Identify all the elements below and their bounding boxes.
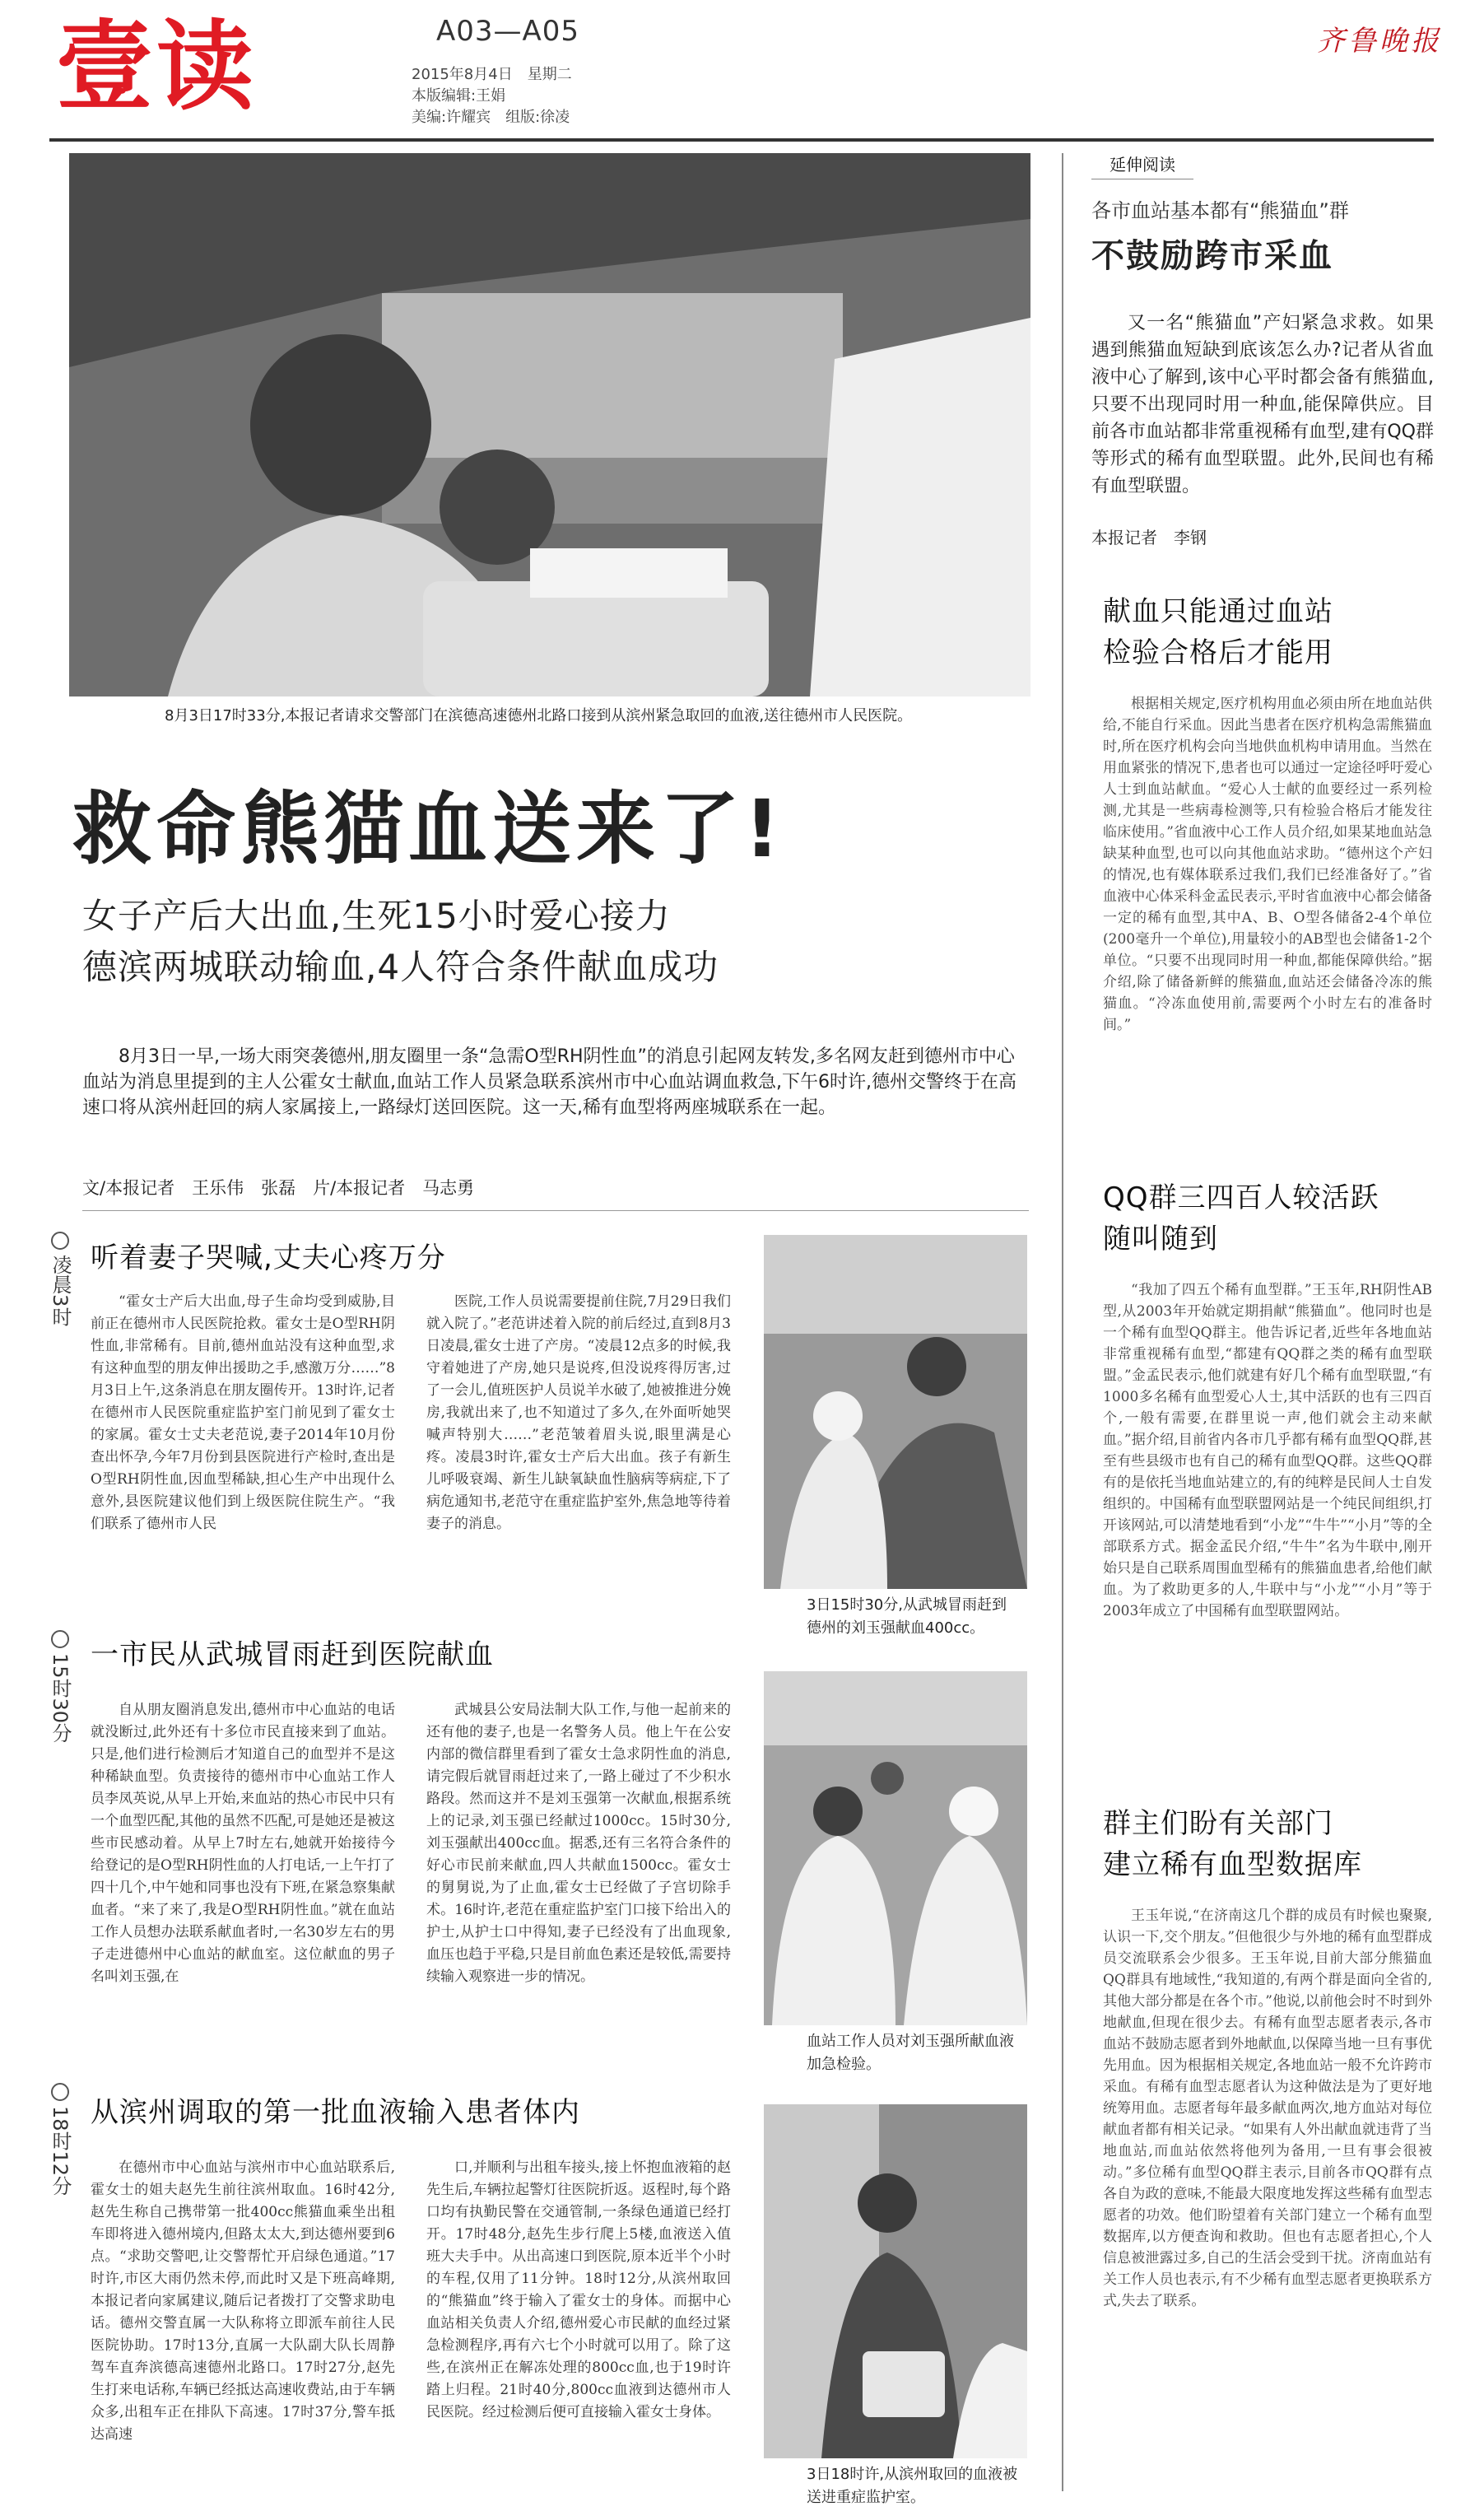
- newspaper-logo: 齐鲁晚报: [1317, 25, 1442, 58]
- photo-blood-test-caption: 血站工作人员对刘玉强所献血液加急检验。: [807, 2033, 1014, 2073]
- issue-date: 2015年8月4日 星期二: [412, 66, 572, 83]
- time-marker-2: 15时30分: [46, 1630, 75, 1743]
- sidebar-section-3-title-1: 群主们盼有关部门: [1103, 1807, 1333, 1840]
- section-3-col-1: 在德州市中心血站与滨州市中心血站联系后,霍女士的姐夫赵先生前往滨州取血。16时42分,赵先生称自己携带第一批400cc熊猫血乘坐出租车即将进入德州境内,但路太太大,到达德州要到6点。“求助交警吧,让交警帮忙开启绿色通道。”17时许,市区大雨仍然未停,而此时又是下班高峰期,本报记者向家属建议,随后记者拨打了交警求助电话。德州交警直属一大队称将立即派车前往人民医院协助。17时13分,直属一大队副大队长周静驾车直奔滨德高速德州北路口。17时27分,赵先生打来电话称,车辆已经抵达高速收费站,由于车辆众多,出租车正在排队下高速。17时37分,警车抵达高速: [91, 2159, 395, 2443]
- main-photo: [69, 153, 1030, 696]
- sidebar-section-1-title-2: 检验合格后才能用: [1103, 636, 1333, 669]
- sidebar-section-2-title-2: 随叫随到: [1103, 1223, 1218, 1256]
- subheadline-1: 女子产后大出血,生死15小时爱心接力: [82, 896, 671, 936]
- sidebar-section-2-title-1: QQ群三四百人较活跃: [1103, 1181, 1379, 1214]
- main-photo-caption: 8月3日17时33分,本报记者请求交警部门在滨德高速德州北路口接到从滨州紧急取回的血液,送往德州市人民医院。: [165, 707, 913, 724]
- sidebar-lead: 又一名“熊猫血”产妇紧急求救。如果遇到熊猫血短缺到底该怎么办?记者从省血液中心了解到,该中心平时都会备有熊猫血,只要不出现同时用一种血,能保障供应。目前各市血站都非常重视稀有血型,建有QQ群等形式的稀有血型联盟。此外,民间也有稀有血型联盟。: [1091, 313, 1434, 496]
- section-1-col-2: 医院,工作人员说需要提前住院,7月29日我们就入院了。”老范讲述着入院的前后经过,直到8月3日凌晨,霍女士进了产房。“凌晨12点多的时候,我守着她进了产房,她只是说疼,但没说疼得厉害,过了一会儿,值班医护人员说羊水破了,她被推进分娩房,我就出来了,也不知道过了多久,在外面听她哭喊声特别大……”老范皱着眉头说,眼里满是心疼。凌晨3时许,霍女士产后大出血。孩子有新生儿呼吸衰竭、新生儿缺氧缺血性脑病等病症,下了病危通知书,老范守在重症监护室外,焦急地等待着妻子的消息。: [426, 1293, 731, 1532]
- section-1-col-1: “霍女士产后大出血,母子生命均受到威胁,目前正在德州市人民医院抢救。霍女士是O型RH阴性血,非常稀有。目前,德州血站没有这种血型,求有这种血型的朋友伸出援助之手,感激万分……”8月3日上午,这条消息在朋友圈传开。13时许,记者在德州市人民医院重症监护室门前见到了霍女士的家属。霍女士丈夫老范说,妻子2014年10月份查出怀孕,今年7月份到县医院进行产检时,查出是O型RH阴性血,因血型稀缺,担心生产中出现什么意外,县医院建议他们到上级医院住院生产。“我们联系了德州市人民: [91, 1293, 395, 1532]
- sidebar-byline: 本报记者 李钢: [1091, 528, 1207, 547]
- section-3-col-2: 口,并顺利与出租车接头,接上怀抱血液箱的赵先生后,车辆拉起警灯往医院折返。返程时,每个路口均有执勤民警在交通管制,一条绿色通道已经打开。17时48分,赵先生步行爬上5楼,血液送入值班大夫手中。从出高速口到医院,原本近半个小时的车程,仅用了11分钟。18时12分,从滨州取回的“熊猫血”终于输入了霍女士的身体。而据中心血站相关负责人介绍,德州爱心市民献的血经过紧急检测程序,再有六七个小时就可以用了。除了这些,在滨州正在解冻处理的800cc血,也于19时许踏上归程。21时40分,800cc血液到达德州市人民医院。经过检测后便可直接输入霍女士身体。: [426, 2159, 731, 2420]
- sidebar-section-3-body: 王玉年说,“在济南这几个群的成员有时候也聚聚,认识一下,交个朋友。”但他很少与外地的稀有血型群成员交流联系会少很多。王玉年说,目前大部分熊猫血QQ群具有地域性,“我知道的,有两个群是面向全省的,其他大部分都是在各个市。”他说,以前他会时不时到外地献血,但现在很少去。有稀有血型志愿者表示,各市血站不鼓励志愿者到外地献血,以保障当地一旦有事优先用血。因为根据相关规定,各地血站一般不允许跨市采血。有稀有血型志愿者认为这种做法是为了更好地统筹用血。志愿者每年最多献血两次,地方血站对每位献血者都有相关记录。“如果有人外出献血就违背了当地血站,而血站依然将他列为备用,一旦有事会很被动。”多位稀有血型QQ群主表示,目前各市QQ群有点各自为政的意味,不能最大限度地发挥这些稀有血型志愿者的功效。他们盼望着有关部门建立一个稀有血型数据库,以方便查询和救助。但也有志愿者担心,个人信息被泄露过多,自己的生活会受到干扰。济南血站有关工作人员也表示,有不少稀有血型志愿者更换联系方式,失去了联系。: [1103, 1908, 1432, 2309]
- section-logo: 壹读: [56, 10, 258, 123]
- editor-credit: 本版编辑:王娟: [412, 87, 506, 105]
- page-range: A03—A05: [436, 15, 580, 48]
- time-marker-1: 凌晨3时: [46, 1232, 75, 1326]
- sidebar-section-1-title-1: 献血只能通过血站: [1103, 595, 1333, 628]
- byline: 文/本报记者 王乐伟 张磊 片/本报记者 马志勇: [82, 1178, 475, 1198]
- subheadline-2: 德滨两城联动输血,4人符合条件献血成功: [82, 947, 719, 987]
- byline-rule: [82, 1210, 1029, 1211]
- sidebar-section-1-body: 根据相关规定,医疗机构用血必须由所在地血站供给,不能自行采血。因此当患者在医疗机构急需熊猫血时,所在医疗机构会向当地供血机构申请用血。当然在用血紧张的情况下,患者也可以通过一定途径呼吁爱心人士到血站献血。“爱心人士献的血要经过一系列检测,尤其是一些病毒检测等,只有检验合格后才能发往临床使用。”省血液中心工作人员介绍,如果某地血站急缺某种血型,也可以向其他血站求助。“德州这个产妇的情况,也有媒体联系过我们,我们已经准备好了。”省血液中心体采科金孟民表示,平时省血液中心都会储备一定的稀有血型,其中A、B、O型各储备2-4个单位(200毫升一个单位),用量较小的AB型也会储备1-2个单位。“只要不出现同时用一种血,都能保障供给。”据介绍,除了储备新鲜的熊猫血,血站还会储备冷冻的熊猫血。“冷冻血使用前,需要两个小时左右的准备时间。”: [1103, 696, 1432, 1033]
- sidebar-question: 各市血站基本都有“熊猫血”群: [1091, 199, 1349, 222]
- photo-donation: [764, 1235, 1027, 1589]
- masthead-rule: [49, 138, 1434, 142]
- lead-paragraph: 8月3日一早,一场大雨突袭德州,朋友圈里一条“急需O型RH阴性血”的消息引起网友转发,多名网友赶到德州市中心血站为消息里提到的主人公霍女士献血,血站工作人员紧急联系滨州市中心血站调血救急,下午6时许,德州交警终于在高速口将从滨州赶回的病人家属接上,一路绿灯送回医院。这一天,稀有血型将两座城联系在一起。: [82, 1046, 1016, 1118]
- photo-icu-delivery-caption: 3日18时许,从滨州取回的血液被送进重症监护室。: [807, 2466, 1018, 2506]
- photo-donation-caption: 3日15时30分,从武城冒雨赶到德州的刘玉强献血400cc。: [807, 1596, 1007, 1637]
- section-2-col-2: 武城县公安局法制大队工作,与他一起前来的还有他的妻子,也是一名警务人员。他上午在公安内部的微信群里看到了霍女士急求阴性血的消息,请完假后就冒雨赶过来了,一路上碰过了不少积水路段。然而这并不是刘玉强第一次献血,根据系统上的记录,刘玉强已经献过1000cc。15时30分,刘玉强献出400cc血。据悉,还有三名符合条件的好心市民前来献血,四人共献血1500cc。霍女士的舅舅说,为了止血,霍女士已经做了子宫切除手术。16时许,老范在重症监护室门口接下给出入的护士,从护士口中得知,妻子已经没有了出血现象,血压也趋于平稳,只是目前血色素还是较低,需要持续输入观察进一步的情况。: [426, 1702, 731, 1985]
- section-1-title: 听着妻子哭喊,丈夫心疼万分: [91, 1242, 446, 1274]
- sidebar-section-2: [1103, 1177, 1432, 1806]
- photo-blood-test: [764, 1671, 1027, 2025]
- section-2-title: 一市民从武城冒雨赶到医院献血: [91, 1638, 494, 1671]
- column-divider: [1062, 153, 1063, 2491]
- sidebar-tag: 延伸阅读: [1091, 148, 1193, 179]
- sidebar-section-2-body: “我加了四五个稀有血型群。”王玉年,RH阴性AB型,从2003年开始就定期捐献“熊猫血”。他同时也是一个稀有血型QQ群主。他告诉记者,近些年各地血站非常重视稀有血型,“都建有QQ群之类的稀有血型联盟。”金孟民表示,他们就建有好几个稀有血型联盟,“有1000多名稀有血型爱心人士,其中活跃的也有三四百个,一般有需要,在群里说一声,他们就会主动来献血。”据介绍,目前省内各市几乎都有稀有血型QQ群,甚至有些县级市也有自己的稀有血型QQ群。这些QQ群有的是依托当地血站建立的,有的纯粹是民间人士自发组织的。中国稀有血型联盟网站是一个纯民间组织,打开该网站,可以清楚地看到“小龙”“牛牛”“小月”等的全部联系方式。据金孟民介绍,“牛牛”名为牛联中,刚开始只是自己联系周围血型稀有的熊猫血患者,给他们献血。为了救助更多的人,牛联中与“小龙”“小月”等于2003年成立了中国稀有血型联盟网站。: [1103, 1282, 1432, 1619]
- headline: 救命熊猫血送来了!: [72, 783, 785, 875]
- section-3-title: 从滨州调取的第一批血液输入患者体内: [91, 2096, 580, 2129]
- sidebar-headline: 不鼓励跨市采血: [1091, 237, 1333, 275]
- issue-meta: [412, 64, 572, 128]
- sidebar-section-3-title-2: 建立稀有血型数据库: [1103, 1848, 1362, 1881]
- time-marker-3: 18时12分: [46, 2083, 75, 2196]
- sidebar: [1091, 148, 1434, 548]
- section-2-col-1: 自从朋友圈消息发出,德州市中心血站的电话就没断过,此外还有十多位市民直接来到了血站。只是,他们进行检测后才知道自己的血型并不是这种稀缺血型。负责接待的德州市中心血站工作人员李凤英说,从早上开始,来血站的热心市民中只有一个血型匹配,其他的虽然不匹配,可是她还是被这些市民感动着。从早上7时左右,她就开始接待今给登记的是O型RH阴性血的人打电话,一上午打了四十几个,中午她和同事也没有下班,在紧急察集献血者。“来了来了,我是O型RH阴性血。”就在血站工作人员想办法联系献血者时,一名30岁左右的男子走进德州中心血站的献血室。这位献血的男子名叫刘玉强,在: [91, 1702, 395, 1985]
- sidebar-section-1: [1103, 591, 1432, 1088]
- photo-icu-delivery: [764, 2104, 1027, 2458]
- design-credit: 美编:许耀宾 组版:徐凌: [412, 109, 570, 126]
- sidebar-section-3: [1103, 1803, 1432, 2498]
